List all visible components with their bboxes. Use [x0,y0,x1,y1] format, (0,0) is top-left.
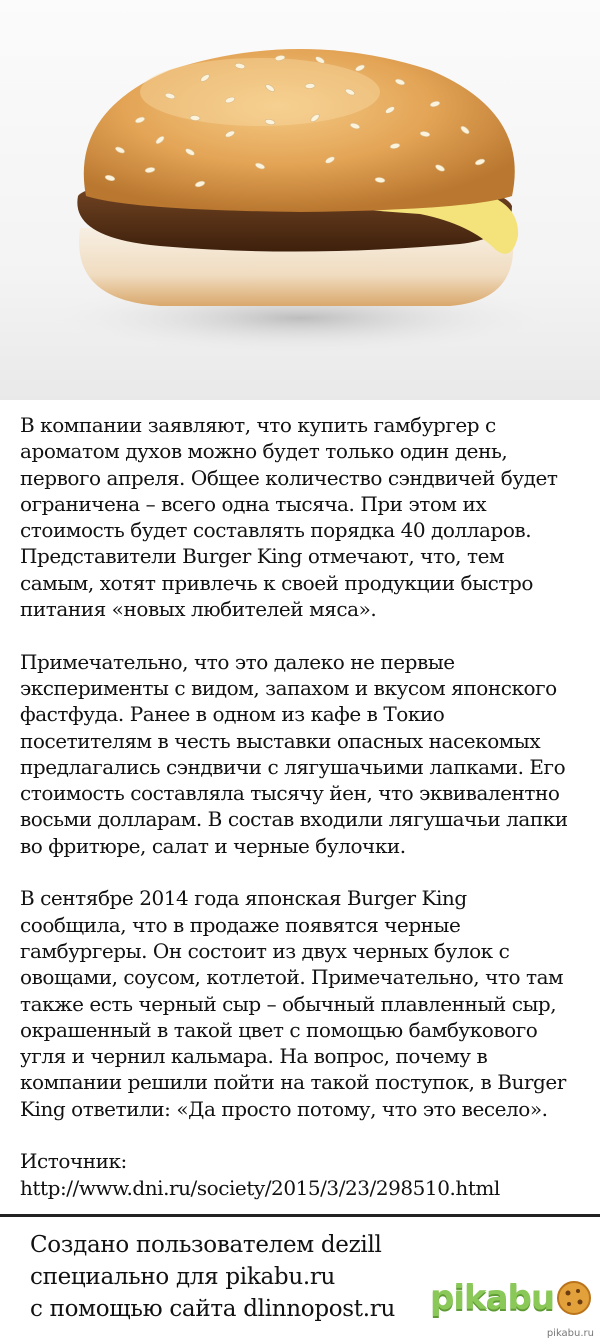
hamburger-illustration [0,0,600,400]
cookie-icon [554,1278,594,1318]
source-link[interactable]: http://www.dni.ru/society/2015/3/23/298510.html [20,1175,500,1200]
footer-divider [0,1214,600,1217]
watermark: pikabu.ru [546,1328,594,1339]
footer-line-site: специально для pikabu.ru [30,1264,336,1290]
article-paragraph-3: В сентябре 2014 года японская Burger King сообщила, что в продаже появятся черные гамбургеры. Он состоит из двух черных булок с овощами, соусом, котлетой. Примечательно, что там также есть черный сыр – обычный плавленный сыр, окрашенный в такой цвет с помощью бамбукового угля и чернил кальмара. На вопрос, почему в компании решили пойти на такой поступок, в Burger King ответили: «Да просто потому, что это весело». [20,886,566,1121]
source-block [20,1148,582,1201]
article-body [20,412,582,1201]
footer-credits [30,1229,430,1325]
article-paragraph-1: В компании заявляют, что купить гамбургер с ароматом духов можно будет только один день, первого апреля. Общее количество сэндвичей будет ограничена – всего одна тысяча. При этом их стоимость будет составлять порядка 40 долларов. Представители Burger King отмечают, что, тем самым, хотят привлечь к своей продукции быстро питания «новых любителей мяса». [20,413,558,622]
source-label: Источник: [20,1149,127,1174]
pikabu-logo[interactable] [430,1278,594,1318]
footer-line-author: Создано пользователем dezill [30,1232,382,1258]
article-paragraph-2: Примечательно, что это далеко не первые эксперименты с видом, запахом и вкусом японского фастфуда. Ранее в одном из кафе в Токио посетителям в честь выставки опасных насекомых предлагались сэндвичи с лягушачьими лапками. Его стоимость составляла тысячу йен, что эквивалентно восьми долларам. В состав входили лягушачьи лапки во фритюре, салат и черные булочки. [20,649,568,858]
hero-image [0,0,600,400]
pikabu-logo-text: pikabu [430,1278,555,1318]
footer-line-tool: с помощью сайта dlinnopost.ru [30,1296,395,1322]
